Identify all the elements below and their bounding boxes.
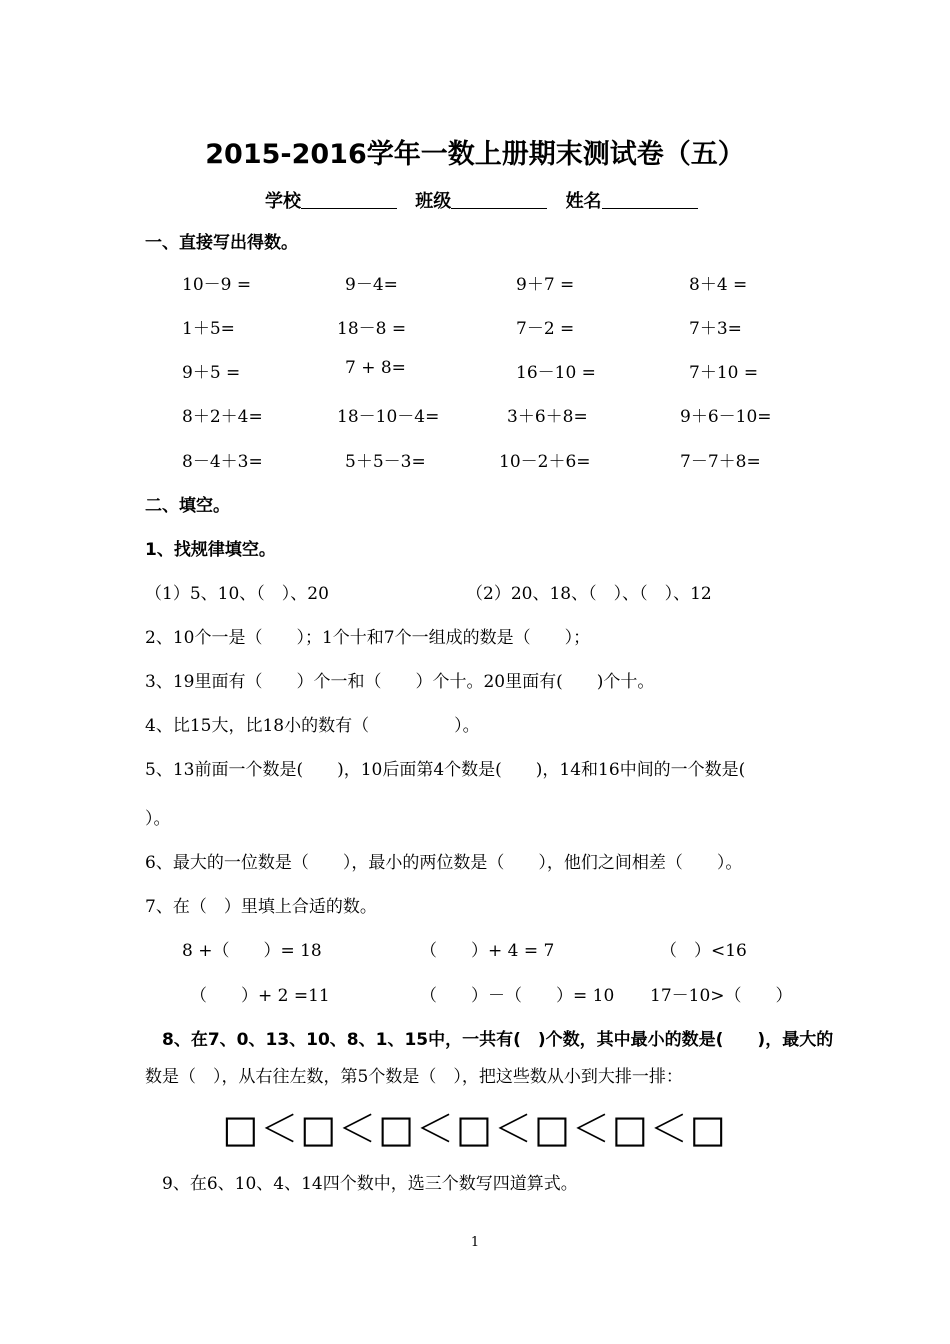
- question-7: 7、在（ ）里填上合适的数。: [145, 897, 377, 917]
- q7-problem: 8 +（ ）= 18: [182, 941, 322, 961]
- arith-problem: 10－2＋6=: [499, 452, 591, 472]
- class-blank[interactable]: [451, 190, 547, 209]
- question-2: 2、10个一是（ ）；1个十和7个一组成的数是（ ）；: [145, 628, 591, 648]
- arith-problem: 1＋5=: [182, 319, 235, 339]
- arith-problem: 9＋5 =: [182, 363, 241, 383]
- section2-heading: 二、填空。: [145, 496, 230, 516]
- arith-problem: 7 + 8=: [345, 358, 406, 378]
- question-3: 3、19里面有（ ）个一和（ ）个十。20里面有( )个十。: [145, 672, 655, 692]
- arith-problem: 8－4＋3=: [182, 452, 263, 472]
- question-1: 1、找规律填空。: [145, 540, 276, 560]
- arith-problem: 8＋4 =: [689, 275, 748, 295]
- q7-problem: （ ）+ 2 =11: [190, 986, 330, 1006]
- section1-heading: 一、直接写出得数。: [145, 233, 298, 253]
- q7-problem: （ ）<16: [660, 941, 747, 961]
- name-label: 姓名: [565, 191, 602, 212]
- question-6: 6、最大的一位数是（ ），最小的两位数是（ ），他们之间相差（ ）。: [145, 853, 743, 873]
- arith-problem: 3＋6＋8=: [507, 407, 588, 427]
- arith-problem: 18－10－4=: [337, 407, 440, 427]
- arith-problem: 9＋6－10=: [680, 407, 772, 427]
- arith-problem: 7－2 =: [516, 319, 575, 339]
- question-8-line-2: 数是（ ），从右往左数，第5个数是（ ），把这些数从小到大排一排：: [145, 1067, 683, 1087]
- school-blank[interactable]: [301, 190, 397, 209]
- ordering-boxes[interactable]: □＜□＜□＜□＜□＜□＜□: [222, 1107, 728, 1151]
- class-label: 班级: [415, 191, 452, 212]
- school-label: 学校: [265, 191, 301, 212]
- question-9: 9、在6、10、4、14四个数中，选三个数写四道算式。: [162, 1174, 578, 1194]
- arith-problem: 10－9 =: [182, 275, 252, 295]
- arith-problem: 7＋3=: [689, 319, 742, 339]
- arith-problem: 9＋7 =: [516, 275, 575, 295]
- question-1-part-1: （1）5、10、（ ）、20: [145, 584, 329, 604]
- question-4: 4、比15大，比18小的数有（ ）。: [145, 716, 480, 736]
- arith-problem: 18－8 =: [337, 319, 407, 339]
- arith-problem: 7－7＋8=: [680, 452, 761, 472]
- question-1-part-2: （2）20、18、（ ）、（ ）、12: [466, 584, 712, 604]
- page-number: 1: [470, 1235, 480, 1250]
- name-blank[interactable]: [602, 190, 698, 209]
- q7-problem: 17－10>（ ）: [650, 986, 793, 1006]
- page-title: 2015-2016学年一数上册期末测试卷（五）: [205, 139, 745, 170]
- student-info-line: [265, 187, 710, 213]
- question-5-line-1: 5、13前面一个数是( )，10后面第4个数是( )，14和16中间的一个数是(: [145, 760, 746, 780]
- q7-problem: （ ）－（ ）= 10: [420, 986, 615, 1006]
- arith-problem: 5＋5－3=: [345, 452, 426, 472]
- arith-problem: 9－4=: [345, 275, 398, 295]
- arith-problem: 16－10 =: [516, 363, 596, 383]
- question-8-line-1: 8、在7、0、13、10、8、1、15中，一共有( )个数，其中最小的数是( )，最大的: [162, 1030, 834, 1050]
- arith-problem: 8＋2＋4=: [182, 407, 263, 427]
- question-5-line-2: ）。: [145, 809, 171, 829]
- arith-problem: 7＋10 =: [689, 363, 759, 383]
- q7-problem: （ ）+ 4 = 7: [420, 941, 555, 961]
